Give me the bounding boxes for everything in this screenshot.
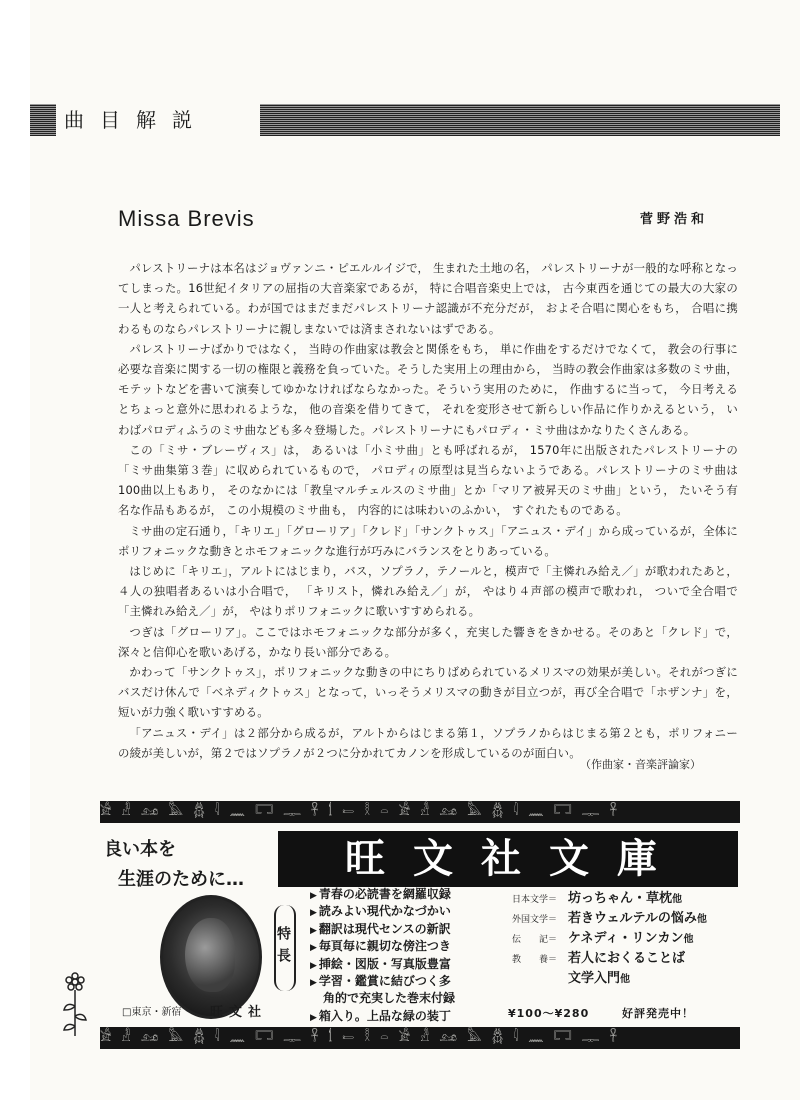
category-name: 教 養＝ [512, 955, 558, 965]
flower-icon [62, 972, 88, 1038]
piece-title: Missa Brevis [118, 206, 255, 231]
tagline-line: 生涯のために… [118, 869, 244, 890]
feature-item: ▶ 挿絵・図版・写真版豊富 [310, 957, 455, 974]
section-title: 曲目解説 [64, 108, 208, 132]
features-label: 特長 [274, 905, 296, 991]
ad-tagline [104, 835, 244, 895]
paragraph: かわって「サンクトゥス」，ポリフォニックな動きの中にちりばめられているメリスマの効果が美しい。それがつぎにバスだけ休んで「ベネディクトゥス」となって，いっそうメリスマの動きが目立つが，再び全合唱で「ホザンナ」を，短いが力強く歌いすすめる。 [118, 665, 738, 720]
paragraph: この「ミサ・ブレーヴィス」は， あるいは「小ミサ曲」とも呼ばれるが， 1570年に出版されたパレストリーナの「ミサ曲集第３巻」に収められているもので， パロディの原型は見当らないようである。パレストリーナのミサ曲は100曲以上もあり， そのなかには「教皇マルチェルスのミサ曲」とか「マリア被昇天のミサ曲」という， たいそう有名な作品もあるが， この小規模のミサ曲も， 内容的には味わいのふかい， すぐれたものである。 [118, 442, 738, 518]
brand-name: 旺文社文庫 [278, 831, 738, 887]
category-row [512, 927, 707, 947]
feature-item: ▶ 箱入り。上品な緑の装丁 [310, 1009, 455, 1026]
author-credit: （作曲家・音楽評論家） [580, 758, 701, 771]
header-rule-right [260, 104, 780, 136]
tagline-line: 良い本を [104, 839, 176, 860]
feature-item: 角的で充実した巻末付録 [323, 991, 456, 1006]
category-title: 坊っちゃん・草枕 [568, 891, 673, 906]
category-suffix: 他 [696, 914, 707, 925]
portrait-icon [185, 918, 235, 992]
category-name: 外国文学＝ [512, 915, 558, 925]
category-row [512, 967, 707, 987]
hieroglyph-border-bottom: 𓀀 𓁐 𓃭 𓅓 𓆣 𓇋 𓈖 𓉐 𓊃 𓋹 𓌀 𓍿 𓎛 𓏏 𓀀 𓁐 𓃭 𓅓 𓆣 𓇋 𓈖 𓉐 𓊃 𓋹 [100, 1027, 740, 1049]
paragraph: ミサ曲の定石通り，「キリエ」「グローリア」「クレド」「サンクトゥス」「アニュス・デイ」から成っているが，全体にポリフォニックな動きとホモフォニックな進行が巧みにバランスをとりあっている。 [118, 523, 738, 558]
category-row [512, 947, 707, 967]
section-header [30, 104, 780, 136]
feature-item: ▶ 翻訳は現代センスの新訳 [310, 922, 455, 939]
category-title: 若人におくることば [568, 951, 686, 966]
category-title: ケネディ・リンカン [568, 931, 684, 946]
release-note: 好評発売中！ [622, 1007, 694, 1020]
category-suffix: 他 [620, 974, 631, 985]
advertisement [100, 801, 740, 1049]
feature-item: ▶ 読みよい現代かなづかい [310, 904, 455, 921]
author-name: 菅野浩和 [640, 212, 709, 227]
category-row [512, 907, 707, 927]
paragraph: 「アニュス・デイ」は２部分から成るが，アルトからはじまる第１，ソプラノからはじまる第２とも，ポリフォニーの綾が美しいが，第２ではソプラノが２つに分かれてカノンを形成しているのが面白い。 [118, 725, 738, 760]
category-title: 若きウェルテルの悩み [568, 911, 697, 926]
hieroglyph-border-top: 𓀀 𓁐 𓃭 𓅓 𓆣 𓇋 𓈖 𓉐 𓊃 𓋹 𓌀 𓍿 𓎛 𓏏 𓀀 𓁐 𓃭 𓅓 𓆣 𓇋 𓈖 𓉐 𓊃 𓋹 [100, 801, 740, 823]
category-name: 日本文学＝ [512, 895, 558, 905]
feature-item: ▶ 毎頁毎に親切な傍注つき [310, 939, 455, 956]
page-margin [0, 0, 30, 1100]
publisher-address: □東京・新宿 [122, 1007, 182, 1018]
category-row [512, 887, 707, 907]
category-name: 伝 記＝ [512, 935, 558, 945]
paragraph: はじめに「キリエ」，アルトにはじまり，バス，ソプラノ，テノールと，模声で「主憐れみ給え／」が歌われたあと， ４人の独唱者あるいは小合唱で， 「キリスト，憐れみ給え／」が， やはり４声部の模声で歌われ， ついで全合唱で「主憐れみ給え／」が， やはりポリフォニックに歌いすすめられる。 [118, 564, 738, 619]
header-rule-left [30, 104, 56, 136]
paragraph: パレストリーナばかりではなく， 当時の作曲家は教会と関係をもち， 単に作曲をするだけでなくて， 教会の行事に必要な音楽に関する一切の権限と義務を負っていた。そうした実用上の理由から， 当時の教会作曲家は多数のミサ曲， モテットなどを書いて演奏してゆかなければならなかった。そういう実用のために， 作曲するに当って， 今日考えるとちょっと意外に思われるような， 他の音楽を借りてきて， それを変形させて新らしい作品に作りかえるという， いわばパロディふうのミサ曲なども多々登場した。パレストリーナにもパロディ・ミサ曲はかなりたくさんある。 [118, 341, 738, 437]
features-list [310, 887, 455, 1026]
feature-item: ▶ 学習・鑑賞に結びつく多 [310, 974, 455, 991]
article-body [118, 258, 738, 763]
price-range: ¥100～¥280 [508, 1007, 590, 1020]
publisher-name: 旺文社 [210, 1005, 268, 1020]
book-categories [512, 887, 707, 987]
feature-item: ▶ 青春の必読書を網羅収録 [310, 887, 455, 904]
paragraph: つぎは「グローリア」。ここではホモフォニックな部分が多く，充実した響きをきかせる。そのあと「クレド」で，深々と信仰心を歌いあげる，かなり長い部分である。 [118, 624, 738, 659]
paragraph: パレストリーナは本名はジョヴァンニ・ピエルルイジで， 生まれた土地の名， パレストリーナが一般的な呼称となってしまった。16世紀イタリアの屈指の大音楽家であるが， 特に合唱音楽史上では， 古今東西を通じての最大の大家の一人と考えられている。わが国ではまだまだパレストリーナ認識が不充分だが， およそ合唱に関心をもち， 合唱に携わるものならパレストリーナに親しまないでは済まされないはずである。 [118, 261, 738, 336]
category-suffix: 他 [672, 894, 683, 905]
category-suffix: 他 [683, 934, 694, 945]
category-title: 文学入門 [568, 971, 621, 986]
